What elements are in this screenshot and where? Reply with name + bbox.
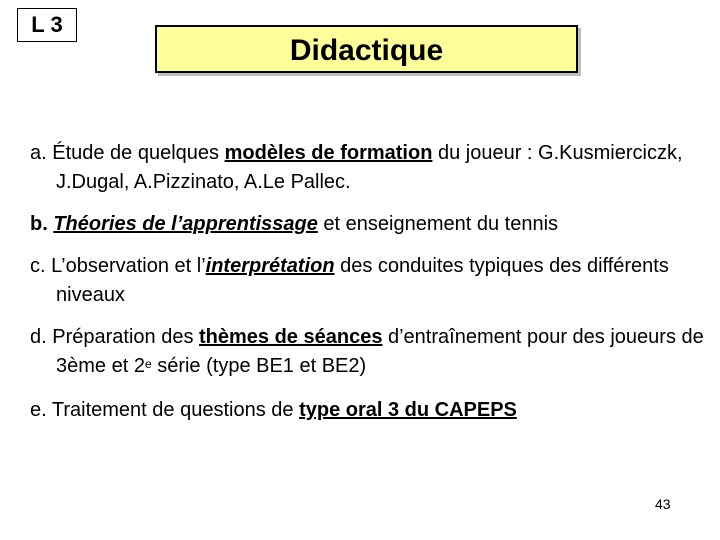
- item-c-suffix: des conduites typiques des différents niveaux: [56, 255, 669, 306]
- list-item-e: [30, 396, 720, 425]
- item-b-suffix: et enseignement du tennis: [317, 213, 559, 235]
- list-item-c: [30, 252, 720, 310]
- slide-tag: L 3: [17, 8, 77, 42]
- page-number: 43: [655, 496, 671, 512]
- item-d-prefix: d. Préparation des: [30, 326, 199, 348]
- list-item-a: [30, 139, 720, 197]
- item-e-prefix: e. Traitement de questions de: [30, 399, 300, 421]
- item-a-prefix: a. Étude de quelques: [30, 142, 225, 164]
- item-d-superscript: e: [144, 357, 152, 371]
- item-d-suffix: série (type BE1 et BE2): [151, 355, 367, 377]
- item-c-emphasis: interprétation: [205, 255, 335, 277]
- item-a-emphasis: modèles de formation: [224, 142, 433, 164]
- list-item-d: [30, 323, 720, 381]
- item-a-suffix: du joueur : G.Kusmierciczk, J.Dugal, A.Pizzinato, A.Le Pallec.: [56, 142, 683, 193]
- item-c-prefix: c. L’observation et l’: [30, 255, 206, 277]
- item-e-emphasis: type oral 3 du CAPEPS: [299, 399, 517, 421]
- item-b-emphasis: Théories de l’apprentissage: [53, 213, 318, 235]
- item-d-mid: d’entraînement pour des joueurs de 3ème et 2: [56, 326, 704, 377]
- list-item-b: [30, 210, 720, 239]
- slide-title: Didactique: [155, 25, 578, 73]
- item-d-emphasis: thèmes de séances: [199, 326, 383, 348]
- item-b-prefix: b.: [30, 213, 54, 235]
